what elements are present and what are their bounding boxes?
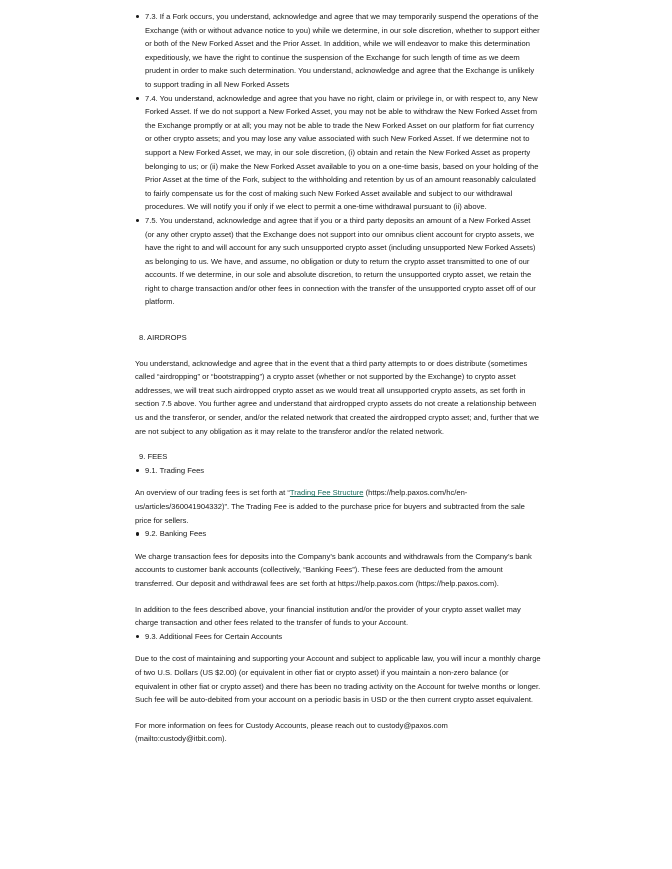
- airdrops-heading: 8. AIRDROPS: [139, 333, 187, 343]
- banking-fees-body: We charge transaction fees for deposits into the Company’s bank accounts and withdrawals from the Company’s bank accounts to customer bank accounts (collectively, “Banking Fees”). These fees are deducted from the amount transferred. Our deposit and withdrawal fees are set forth at https://help.paxos.com (https://help.paxos.com).: [135, 551, 532, 588]
- banking-fees-bullet: [135, 527, 541, 541]
- additional-fees-bullet: [135, 630, 541, 644]
- trading-fees-body: [135, 486, 541, 527]
- trading-fee-structure-link[interactable]: Trading Fee Structure: [289, 488, 364, 498]
- airdrops-body: You understand, acknowledge and agree that in the event that a third party attempts to or does distribute (sometimes called “airdropping” or “bootstrapping”) a crypto asset (whether or not supported by the Exchange) to crypto asset addresses, we will treat such airdropped crypto asset as we would treat all unsupported crypto assets, as set forth in section 7.5 above. You further agree and understand that airdropped crypto assets do not create a relationship between us and the transferor, or sender, and/or the related network that created the airdropped crypto asset; and, further that we are not subject to any obligation as it may relate to the transferor and/or the related network.: [135, 358, 539, 436]
- trading-fees-post: (https://help.paxos.com/hc/en-us/articles/360041904332)”. The Trading Fee is added to the purchase price for buyers and subtracted from the sale price for sellers.: [135, 488, 525, 525]
- clause-7-4: 7.4. You understand, acknowledge and agree that you have no right, claim or privilege in, or with respect to, any New Forked Asset. If we do not support a New Forked Asset, you may not be able to withdraw the New Forked Asset from the Exchange promptly or at all; you may not be able to trade the New Forked Asset on our platform for fiat currency or other crypto assets; and you may lose any value associated with such New Forked Asset. If we determine not to support a New Forked Asset, we may, in our sole discretion, (i) obtain and retain the New Forked Asset as property belonging to us; or (ii) make the New Forked Asset available to you on a one-time basis, based on your holding of the Prior Asset at the time of the Fork, subject to the withholding and retention by us of an amount reasonably calculated to fairly compensate us for the cost of making such New Forked Asset available and subject to our withdrawal procedures. We will notify you if only if we elect to permit a one-time withdrawal pursuant to (ii) above.: [135, 92, 541, 214]
- additional-fees-heading: 9.3. Additional Fees for Certain Accounts: [135, 630, 541, 644]
- document-page: [135, 10, 541, 746]
- custody-fees-contact: For more information on fees for Custody Accounts, please reach out to custody@paxos.com (mailto:custody@itbit.com).: [135, 720, 448, 744]
- clause-7-5: 7.5. You understand, acknowledge and agree that if you or a third party deposits an amount of a New Forked Asset (or any other crypto asset) that the Exchange does not support into our omnibus client account for crypto assets, we have the right to and will account for any such unsupported crypto asset (including unsupported New Forked Assets) as belonging to us. We have, and assume, no obligation or duty to return the crypto asset transmitted to one of our accounts. If we determine, in our sole and absolute discretion, to return the unsupported crypto asset, we retain the right to charge transaction and/or other fees in connection with the transfer of the unsupported crypto asset off of our platform.: [135, 214, 541, 309]
- trading-fees-bullet: [135, 464, 541, 478]
- banking-fees-note: In addition to the fees described above, your financial institution and/or the provider of your crypto asset wallet may charge transaction and other fees related to the transfer of funds to your Account.: [135, 604, 521, 628]
- fork-clause-list: [135, 10, 541, 309]
- trading-fees-heading: 9.1. Trading Fees: [135, 464, 541, 478]
- fees-heading: 9. FEES: [139, 452, 168, 462]
- trading-fees-pre: An overview of our trading fees is set forth at “: [135, 488, 290, 498]
- clause-7-3: 7.3. If a Fork occurs, you understand, acknowledge and agree that we may temporarily suspend the operations of the Exchange (with or without advance notice to you) while we determine, in our sole discretion, whether to support either or both of the New Forked Asset and the Prior Asset. In addition, while we will endeavor to make this determination expeditiously, we have the right to continue the suspension of the Exchange for such length of time as we deem prudent in order to make such determination. You understand, acknowledge and agree that the Exchange is unlikely to support trading in all New Forked Assets: [135, 10, 541, 92]
- banking-fees-heading: 9.2. Banking Fees: [135, 527, 541, 541]
- additional-fees-body: Due to the cost of maintaining and supporting your Account and subject to applicable law, you will incur a monthly charge of two U.S. Dollars (US $2.00) (or equivalent in other fiat or crypto asset) if you maintain a non-zero balance (or equivalent in other fiat or crypto asset) and there has been no trading activity on the Account for twelve months or longer. Such fee will be auto-debited from your account on a periodic basis in USD or the then current crypto asset equivalent.: [135, 654, 541, 705]
